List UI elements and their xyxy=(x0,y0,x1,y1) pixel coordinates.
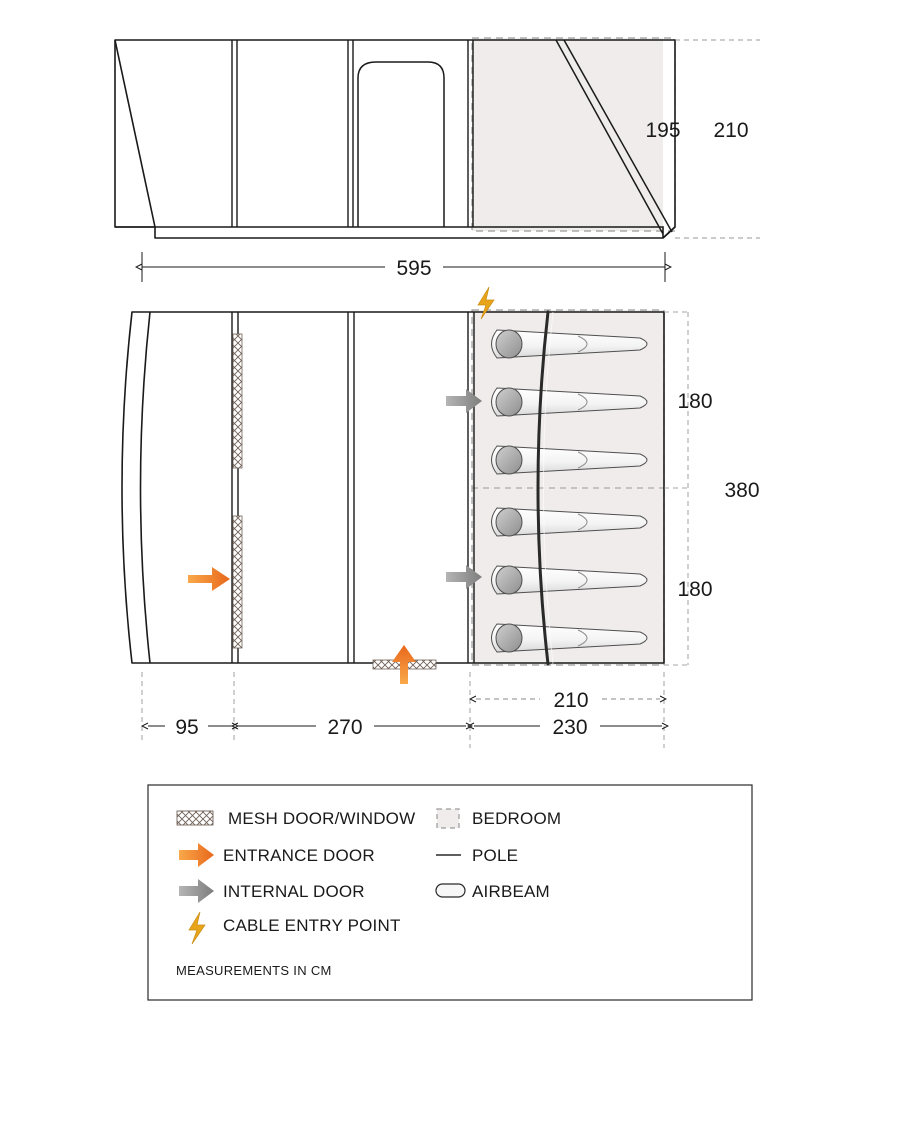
entrance-arrow-icon-side xyxy=(188,567,230,591)
mesh-icon xyxy=(177,811,213,825)
dim-height-outer: 210 xyxy=(713,119,749,142)
legend-label-pole: POLE xyxy=(472,846,519,865)
legend-item-mesh xyxy=(177,809,415,828)
legend-label-bedroom: BEDROOM xyxy=(472,809,562,828)
bedroom-swatch-icon xyxy=(437,809,459,828)
dim-porch-depth: 95 xyxy=(175,716,199,739)
dim-bedroom-lower: 180 xyxy=(677,578,713,601)
dim-living-depth: 270 xyxy=(327,716,363,739)
dim-height-inner: 195 xyxy=(645,119,681,142)
dim-bedroom-total: 380 xyxy=(724,479,760,502)
floor-plan-view xyxy=(122,287,760,748)
legend-box xyxy=(148,785,752,1000)
legend-label-airbeam: AIRBEAM xyxy=(472,882,550,901)
legend-label-entrance: ENTRANCE DOOR xyxy=(223,846,375,865)
dim-bedroom-upper: 180 xyxy=(677,390,713,413)
legend-item-bedroom xyxy=(437,809,561,828)
legend-label-internal: INTERNAL DOOR xyxy=(223,882,365,901)
plan-front-inner-curve xyxy=(141,312,151,663)
airbeam-icon xyxy=(436,884,465,897)
side-rear-bevel xyxy=(663,227,675,238)
legend-note: MEASUREMENTS IN CM xyxy=(176,963,332,978)
side-front-slope xyxy=(115,40,155,227)
legend-label-mesh: MESH DOOR/WINDOW xyxy=(228,809,416,828)
legend-label-cable: CABLE ENTRY POINT xyxy=(223,916,401,935)
dim-length-total: 595 xyxy=(396,257,432,280)
side-elevation-view xyxy=(115,38,760,282)
bedroom-fill xyxy=(472,310,664,665)
mesh-window-upper xyxy=(233,334,242,468)
mesh-window-lower xyxy=(233,516,242,648)
side-door-opening xyxy=(358,62,444,227)
dim-bedroom-inner-depth: 210 xyxy=(553,689,589,712)
dim-bedroom-outer-depth: 230 xyxy=(552,716,588,739)
